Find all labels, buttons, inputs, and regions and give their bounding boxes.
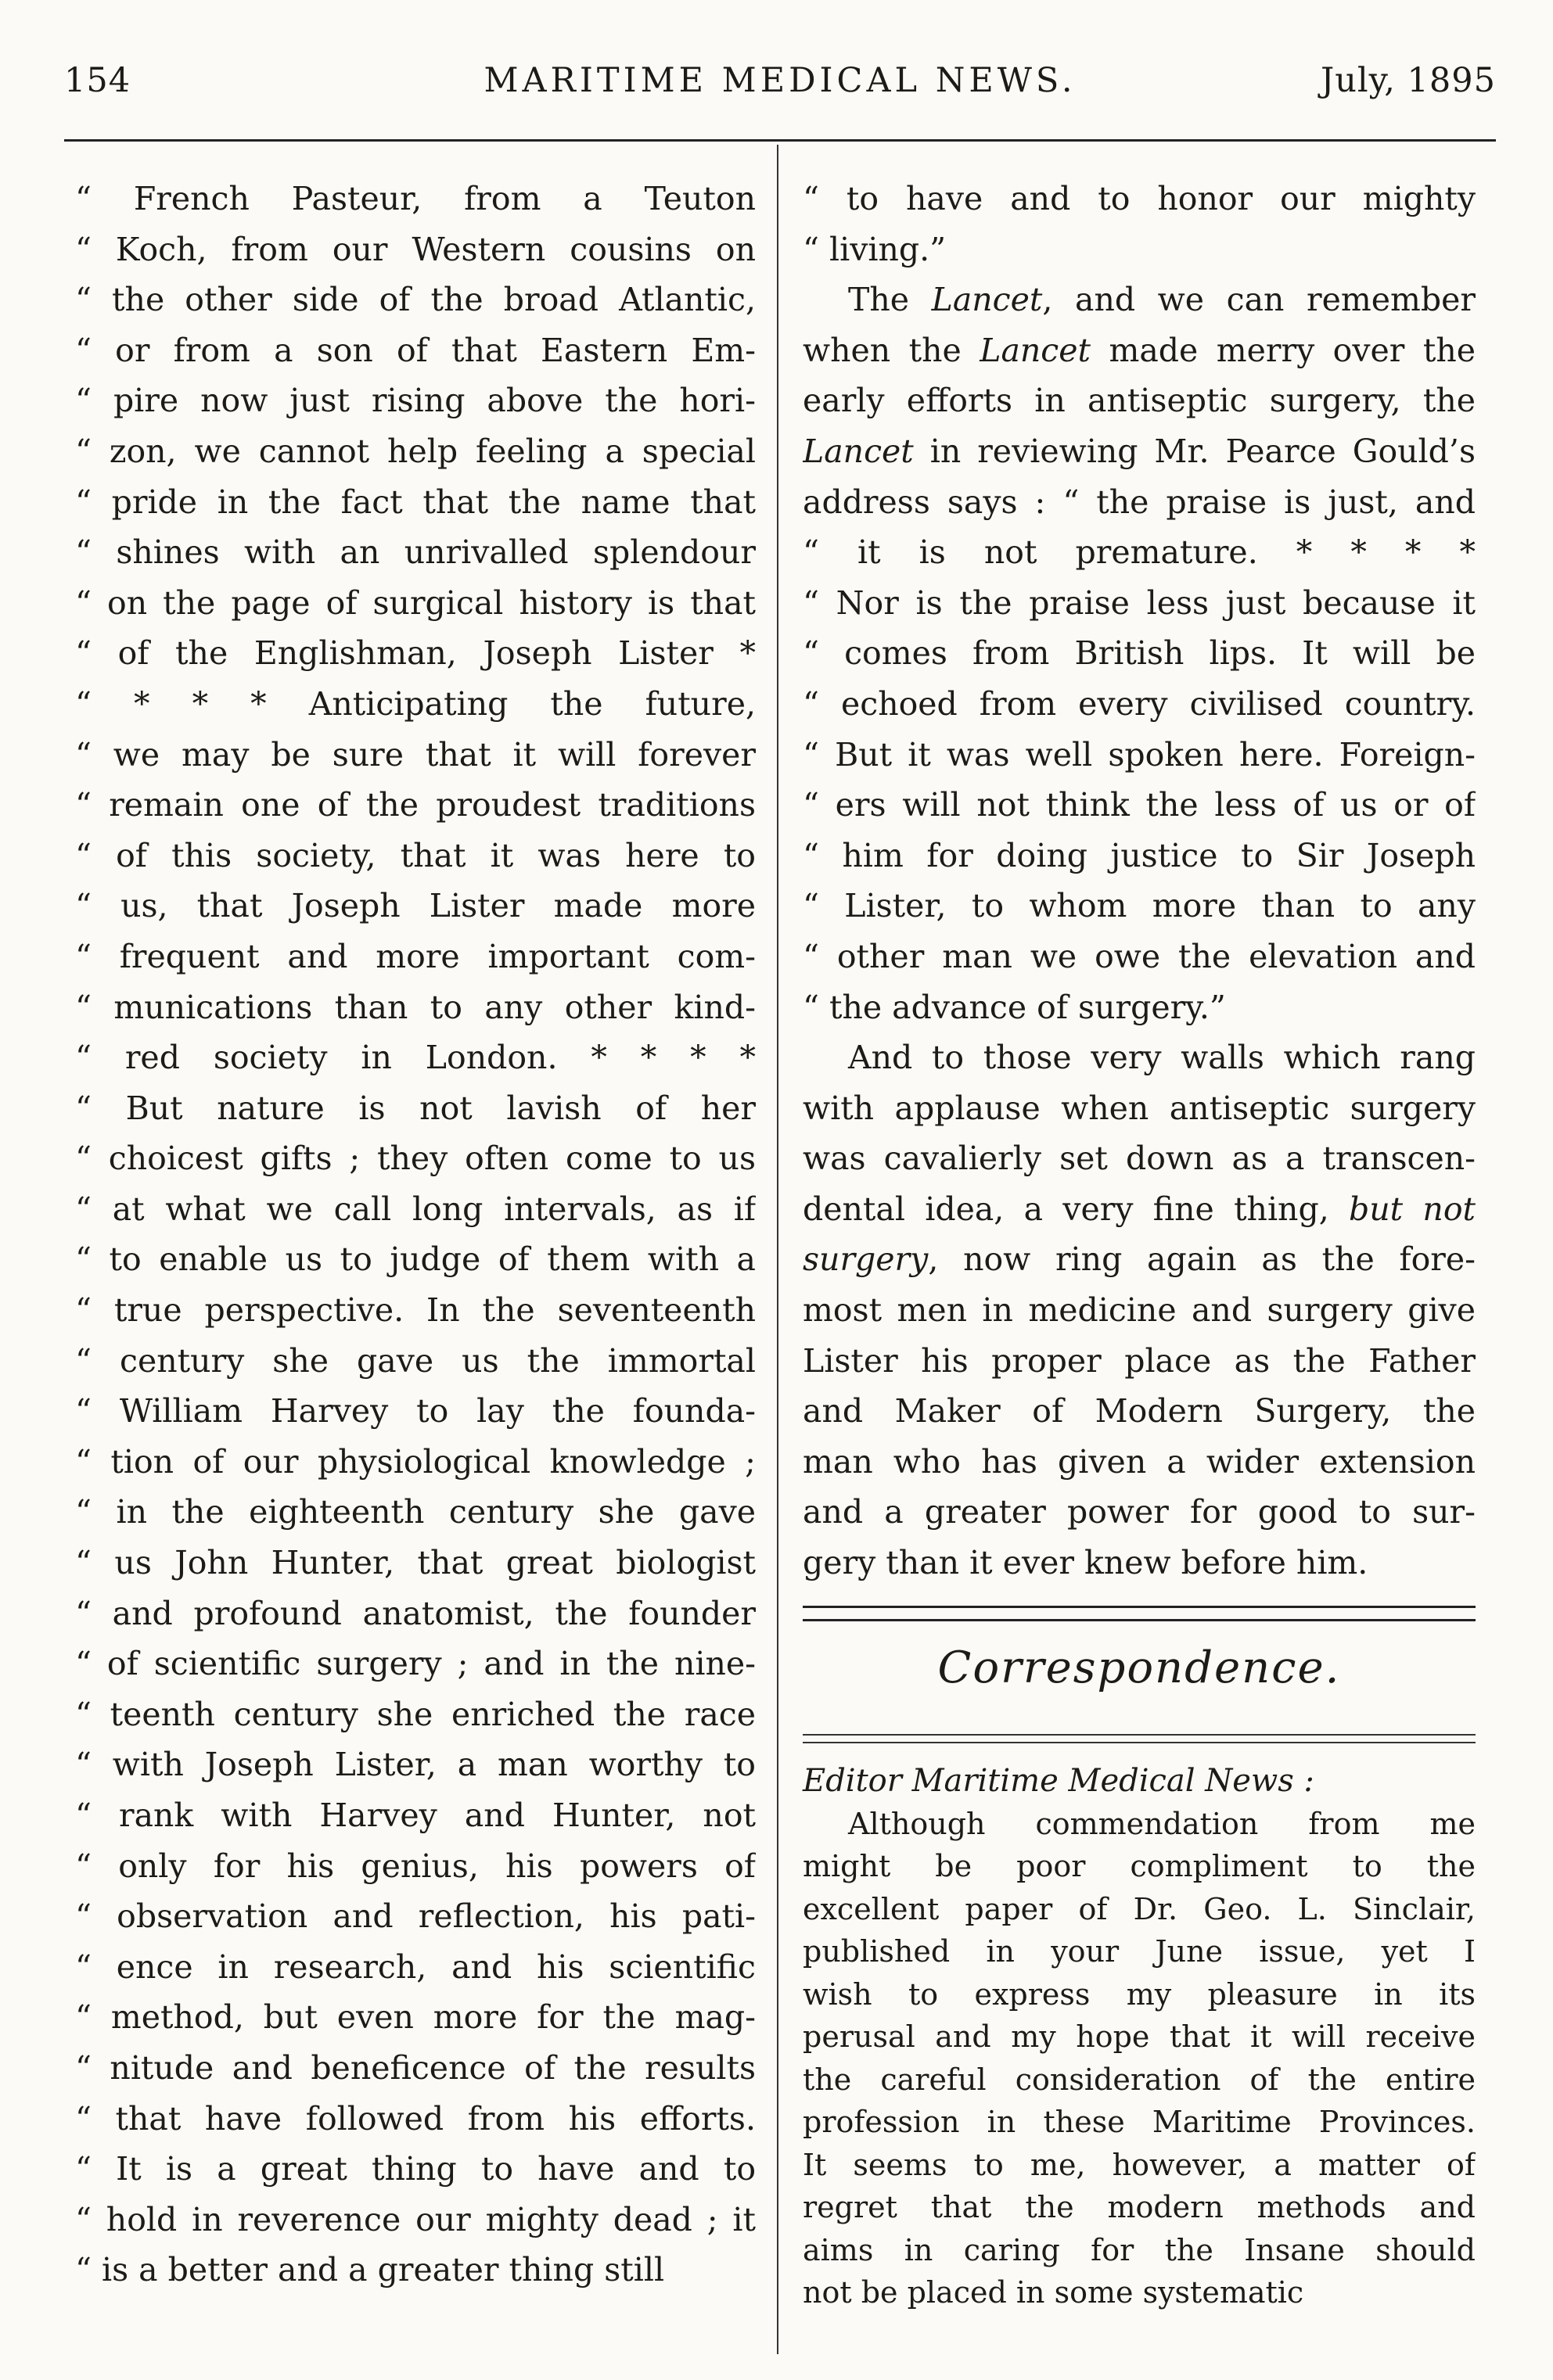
text-line: “ other man we owe the elevation and	[803, 937, 1476, 975]
text-line: “ the advance of surgery.”	[803, 988, 1226, 1026]
letter-salutation: Editor Maritime Medical News :	[803, 1762, 1314, 1799]
text-line: It seems to me, however, a matter of	[803, 2147, 1476, 2182]
text-line: “ William Harvey to lay the founda-	[75, 1392, 756, 1431]
header-rule	[64, 139, 1496, 142]
text-line: “ echoed from every civilised country.	[803, 684, 1476, 723]
text-line: “ But it was well spoken here. Foreign-	[803, 735, 1476, 774]
text-line: “ nitude and beneficence of the results	[75, 2048, 756, 2087]
text-line: “ to have and to honor our mighty	[803, 180, 1476, 217]
text-line: not be placed in some systematic	[803, 2275, 1304, 2310]
text-line: “ tion of our physiological knowledge ;	[75, 1442, 756, 1481]
text-line: “ century she gave us the immortal	[75, 1341, 756, 1380]
text-line: Lister his proper place as the Father	[803, 1341, 1476, 1380]
text-line: surgery, now ring again as the fore-	[803, 1240, 1476, 1279]
text-line: “ it is not premature. * * * *	[803, 533, 1476, 572]
text-line: “ pride in the fact that the name that	[75, 483, 756, 521]
text-line: “ method, but even more for the mag-	[75, 1998, 756, 2037]
text-line: “ munications than to any other kind-	[75, 988, 756, 1026]
section-heading: Correspondence.	[937, 1642, 1341, 1693]
text-line: “ Koch, from our Western cousins on	[75, 230, 756, 268]
text-line: “ observation and reflection, his pati-	[75, 1897, 756, 1936]
text-line: “ But nature is not lavish of her	[75, 1089, 756, 1127]
text-line: “ choicest gifts ; they often come to us	[75, 1140, 756, 1178]
text-line: “ of this society, that it was here to	[75, 836, 756, 874]
text-line: profession in these Maritime Provinces.	[803, 2105, 1476, 2140]
text-line: “ ers will not think the less of us or of	[803, 786, 1476, 824]
text-line: “ living.”	[803, 230, 947, 268]
section-separator	[803, 1606, 1476, 1621]
text-line: the careful consideration of the entire	[803, 2062, 1476, 2097]
text-line: “ remain one of the proudest traditions	[75, 786, 756, 824]
text-line: and Maker of Modern Surgery, the	[803, 1392, 1476, 1431]
text-line: And to those very walls which rang	[848, 1039, 1476, 1077]
text-line: man who has given a wider extension	[803, 1442, 1476, 1481]
text-line: was cavalierly set down as a transcen-	[803, 1140, 1476, 1178]
text-line: published in your June issue, yet I	[803, 1934, 1476, 1969]
page-number: 154	[64, 61, 131, 100]
text-line: “ us John Hunter, that great biologist	[75, 1544, 756, 1582]
text-line: “ Nor is the praise less just because it	[803, 583, 1476, 622]
column-divider	[777, 145, 778, 2354]
text-line: “ shines with an unrivalled splendour	[75, 533, 756, 572]
text-line: “ It is a great thing to have and to	[75, 2150, 756, 2188]
text-line: “ in the eighteenth century she gave	[75, 1493, 756, 1531]
text-line: early efforts in antiseptic surgery, the	[803, 382, 1476, 420]
text-line: most men in medicine and surgery give	[803, 1291, 1476, 1330]
text-line: dental idea, a very fine thing, but not	[803, 1190, 1476, 1228]
running-header	[64, 61, 1496, 116]
left-column-text	[75, 174, 756, 2296]
text-line: “ is a better and a greater thing still	[75, 2251, 665, 2289]
text-line: “ and profound anatomist, the founder	[75, 1594, 756, 1632]
text-line: “ of scientific surgery ; and in the nine-	[75, 1645, 756, 1683]
text-line: “ Lister, to whom more than to any	[803, 887, 1476, 925]
text-line: “ * * * Anticipating the future,	[75, 684, 756, 723]
text-line: “ at what we call long intervals, as if	[75, 1190, 756, 1228]
text-line: “ hold in reverence our mighty dead ; it	[75, 2200, 756, 2238]
text-line: aims in caring for the Insane should	[803, 2232, 1476, 2267]
text-line: with applause when antiseptic surgery	[803, 1089, 1476, 1127]
text-line: “ us, that Joseph Lister made more	[75, 887, 756, 925]
text-line: “ of the Englishman, Joseph Lister *	[75, 634, 756, 673]
text-line: Lancet in reviewing Mr. Pearce Gould’s	[803, 432, 1476, 470]
text-line: gery than it ever knew before him.	[803, 1544, 1368, 1582]
text-line: regret that the modern methods and	[803, 2190, 1476, 2225]
text-line: “ or from a son of that Eastern Em-	[75, 331, 756, 369]
journal-title: MARITIME MEDICAL NEWS.	[484, 61, 1077, 100]
text-line: “ frequent and more important com-	[75, 937, 756, 975]
text-line: “ him for doing justice to Sir Joseph	[803, 836, 1476, 874]
heading-rule	[803, 1734, 1476, 1743]
text-line: Although commendation from me	[848, 1806, 1476, 1841]
text-line: “ rank with Harvey and Hunter, not	[75, 1797, 756, 1834]
text-line: excellent paper of Dr. Geo. L. Sinclair,	[803, 1891, 1476, 1926]
text-line: wish to express my pleasure in its	[803, 1976, 1476, 2012]
text-line: “ ence in research, and his scientific	[75, 1947, 756, 1986]
text-line: perusal and my hope that it will receive	[803, 2019, 1476, 2055]
text-line: “ true perspective. In the seventeenth	[75, 1291, 756, 1330]
right-column	[803, 174, 1476, 2314]
text-line: might be poor compliment to the	[803, 1849, 1476, 1884]
left-column	[75, 174, 756, 2296]
text-line: “ French Pasteur, from a Teuton	[75, 180, 756, 217]
text-line: “ on the page of surgical history is that	[75, 583, 756, 622]
text-line: “ pire now just rising above the hori-	[75, 382, 756, 420]
text-line: “ only for his genius, his powers of	[75, 1847, 756, 1885]
text-line: address says : “ the praise is just, and	[803, 483, 1476, 521]
text-line: “ red society in London. * * * *	[75, 1039, 756, 1077]
text-line: “ to enable us to judge of them with a	[75, 1240, 756, 1279]
text-line: “ with Joseph Lister, a man worthy to	[75, 1746, 756, 1784]
issue-date: July, 1895	[1320, 61, 1496, 100]
text-line: “ we may be sure that it will forever	[75, 735, 756, 774]
text-line: “ zon, we cannot help feeling a special	[75, 432, 756, 470]
text-line: “ teenth century she enriched the race	[75, 1695, 756, 1733]
text-line: when the Lancet made merry over the	[803, 331, 1476, 369]
text-line: “ comes from British lips. It will be	[803, 634, 1476, 673]
text-line: The Lancet, and we can remember	[848, 281, 1476, 319]
text-line: “ the other side of the broad Atlantic,	[75, 281, 756, 319]
letter-text	[803, 1803, 1476, 2314]
right-column-text	[803, 174, 1476, 1588]
text-line: and a greater power for good to sur-	[803, 1493, 1476, 1531]
text-line: “ that have followed from his efforts.	[75, 2099, 756, 2138]
